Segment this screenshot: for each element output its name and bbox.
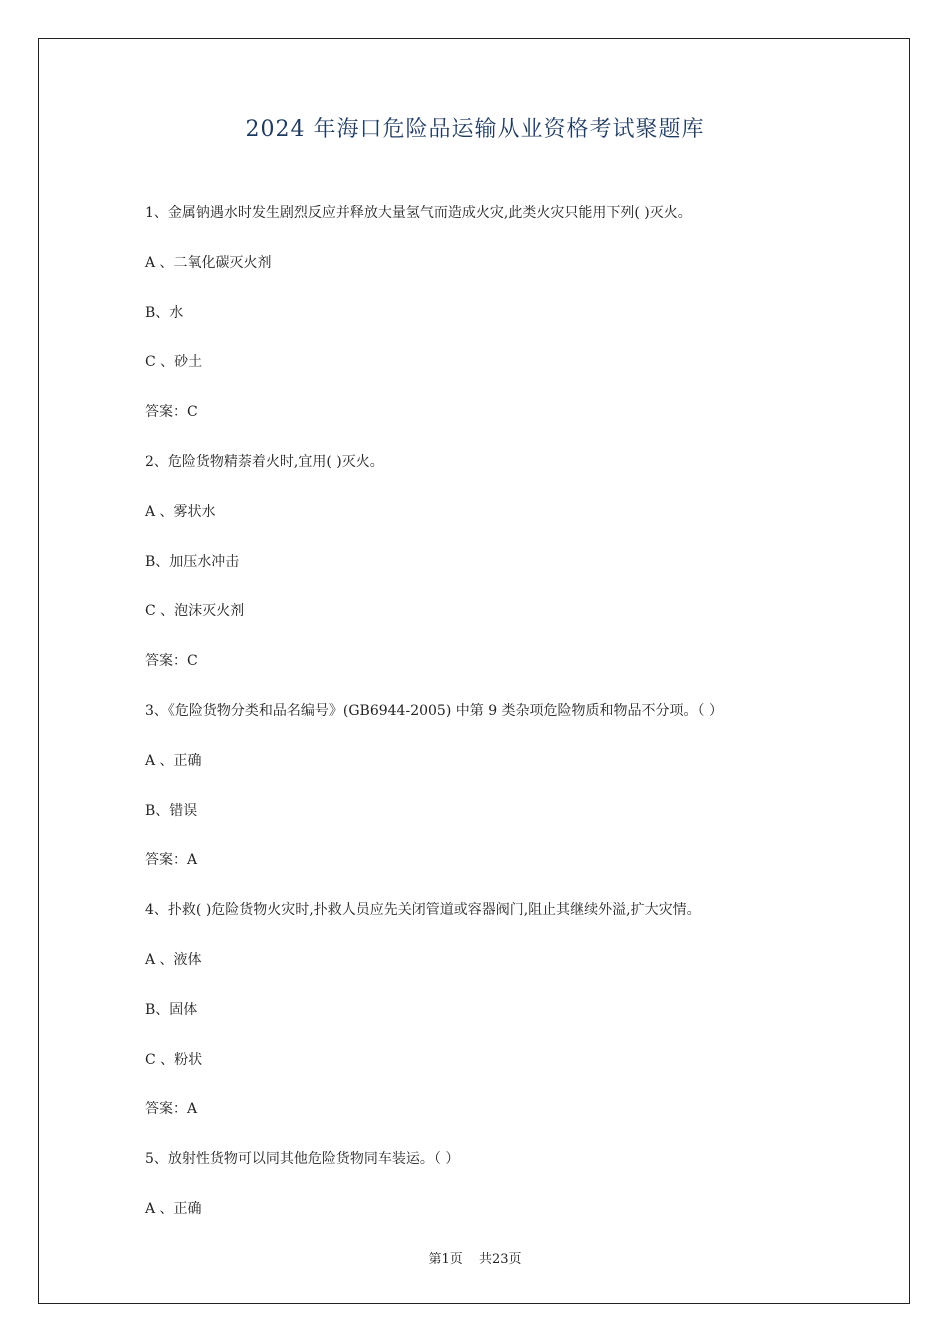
page-total: 共23页 [478,1252,522,1267]
page-number: 第1页 [428,1252,463,1267]
question-4-option-b: B、固体 [145,1001,198,1018]
question-list [145,200,845,1246]
question-1-option-c: C 、砂土 [145,354,203,371]
question-3-option-a: A 、正确 [145,752,202,769]
question-5-stem: 5、放射性货物可以同其他危险货物同车装运。（ ） [145,1151,460,1168]
question-4-answer: 答案：A [145,1101,198,1118]
question-3-option-b: B、错误 [145,802,198,819]
question-4-option-a: A 、液体 [145,951,202,968]
question-5-option-a: A 、正确 [145,1200,202,1217]
question-1-option-b: B、水 [145,304,184,321]
document-title: 2024 年海口危险品运输从业资格考试聚题库 [245,117,705,142]
question-2-option-b: B、加压水冲击 [145,553,240,570]
question-3-answer: 答案：A [145,852,198,869]
question-3-stem: 3、《危险货物分类和品名编号》(GB6944-2005) 中第 9 类杂项危险物质和物品不分项。（ ） [145,702,723,719]
question-2-answer: 答案：C [145,653,198,670]
question-1-option-a: A 、二氧化碳灭火剂 [145,254,272,271]
page-footer [0,1248,950,1267]
question-2-option-a: A 、雾状水 [145,503,216,520]
question-1-answer: 答案：C [145,404,198,421]
question-4-option-c: C 、粉状 [145,1051,203,1068]
question-1-stem: 1、金属钠遇水时发生剧烈反应并释放大量氢气而造成火灾,此类火灾只能用下列( )灭火。 [145,205,692,221]
question-4-stem: 4、扑救( )危险货物火灾时,扑救人员应先关闭管道或容器阀门,阻止其继续外溢,扩大灾情。 [145,902,701,919]
question-2-stem: 2、危险货物精萘着火时,宜用( )灭火。 [145,453,384,470]
question-2-option-c: C 、泡沫灭火剂 [145,603,245,620]
